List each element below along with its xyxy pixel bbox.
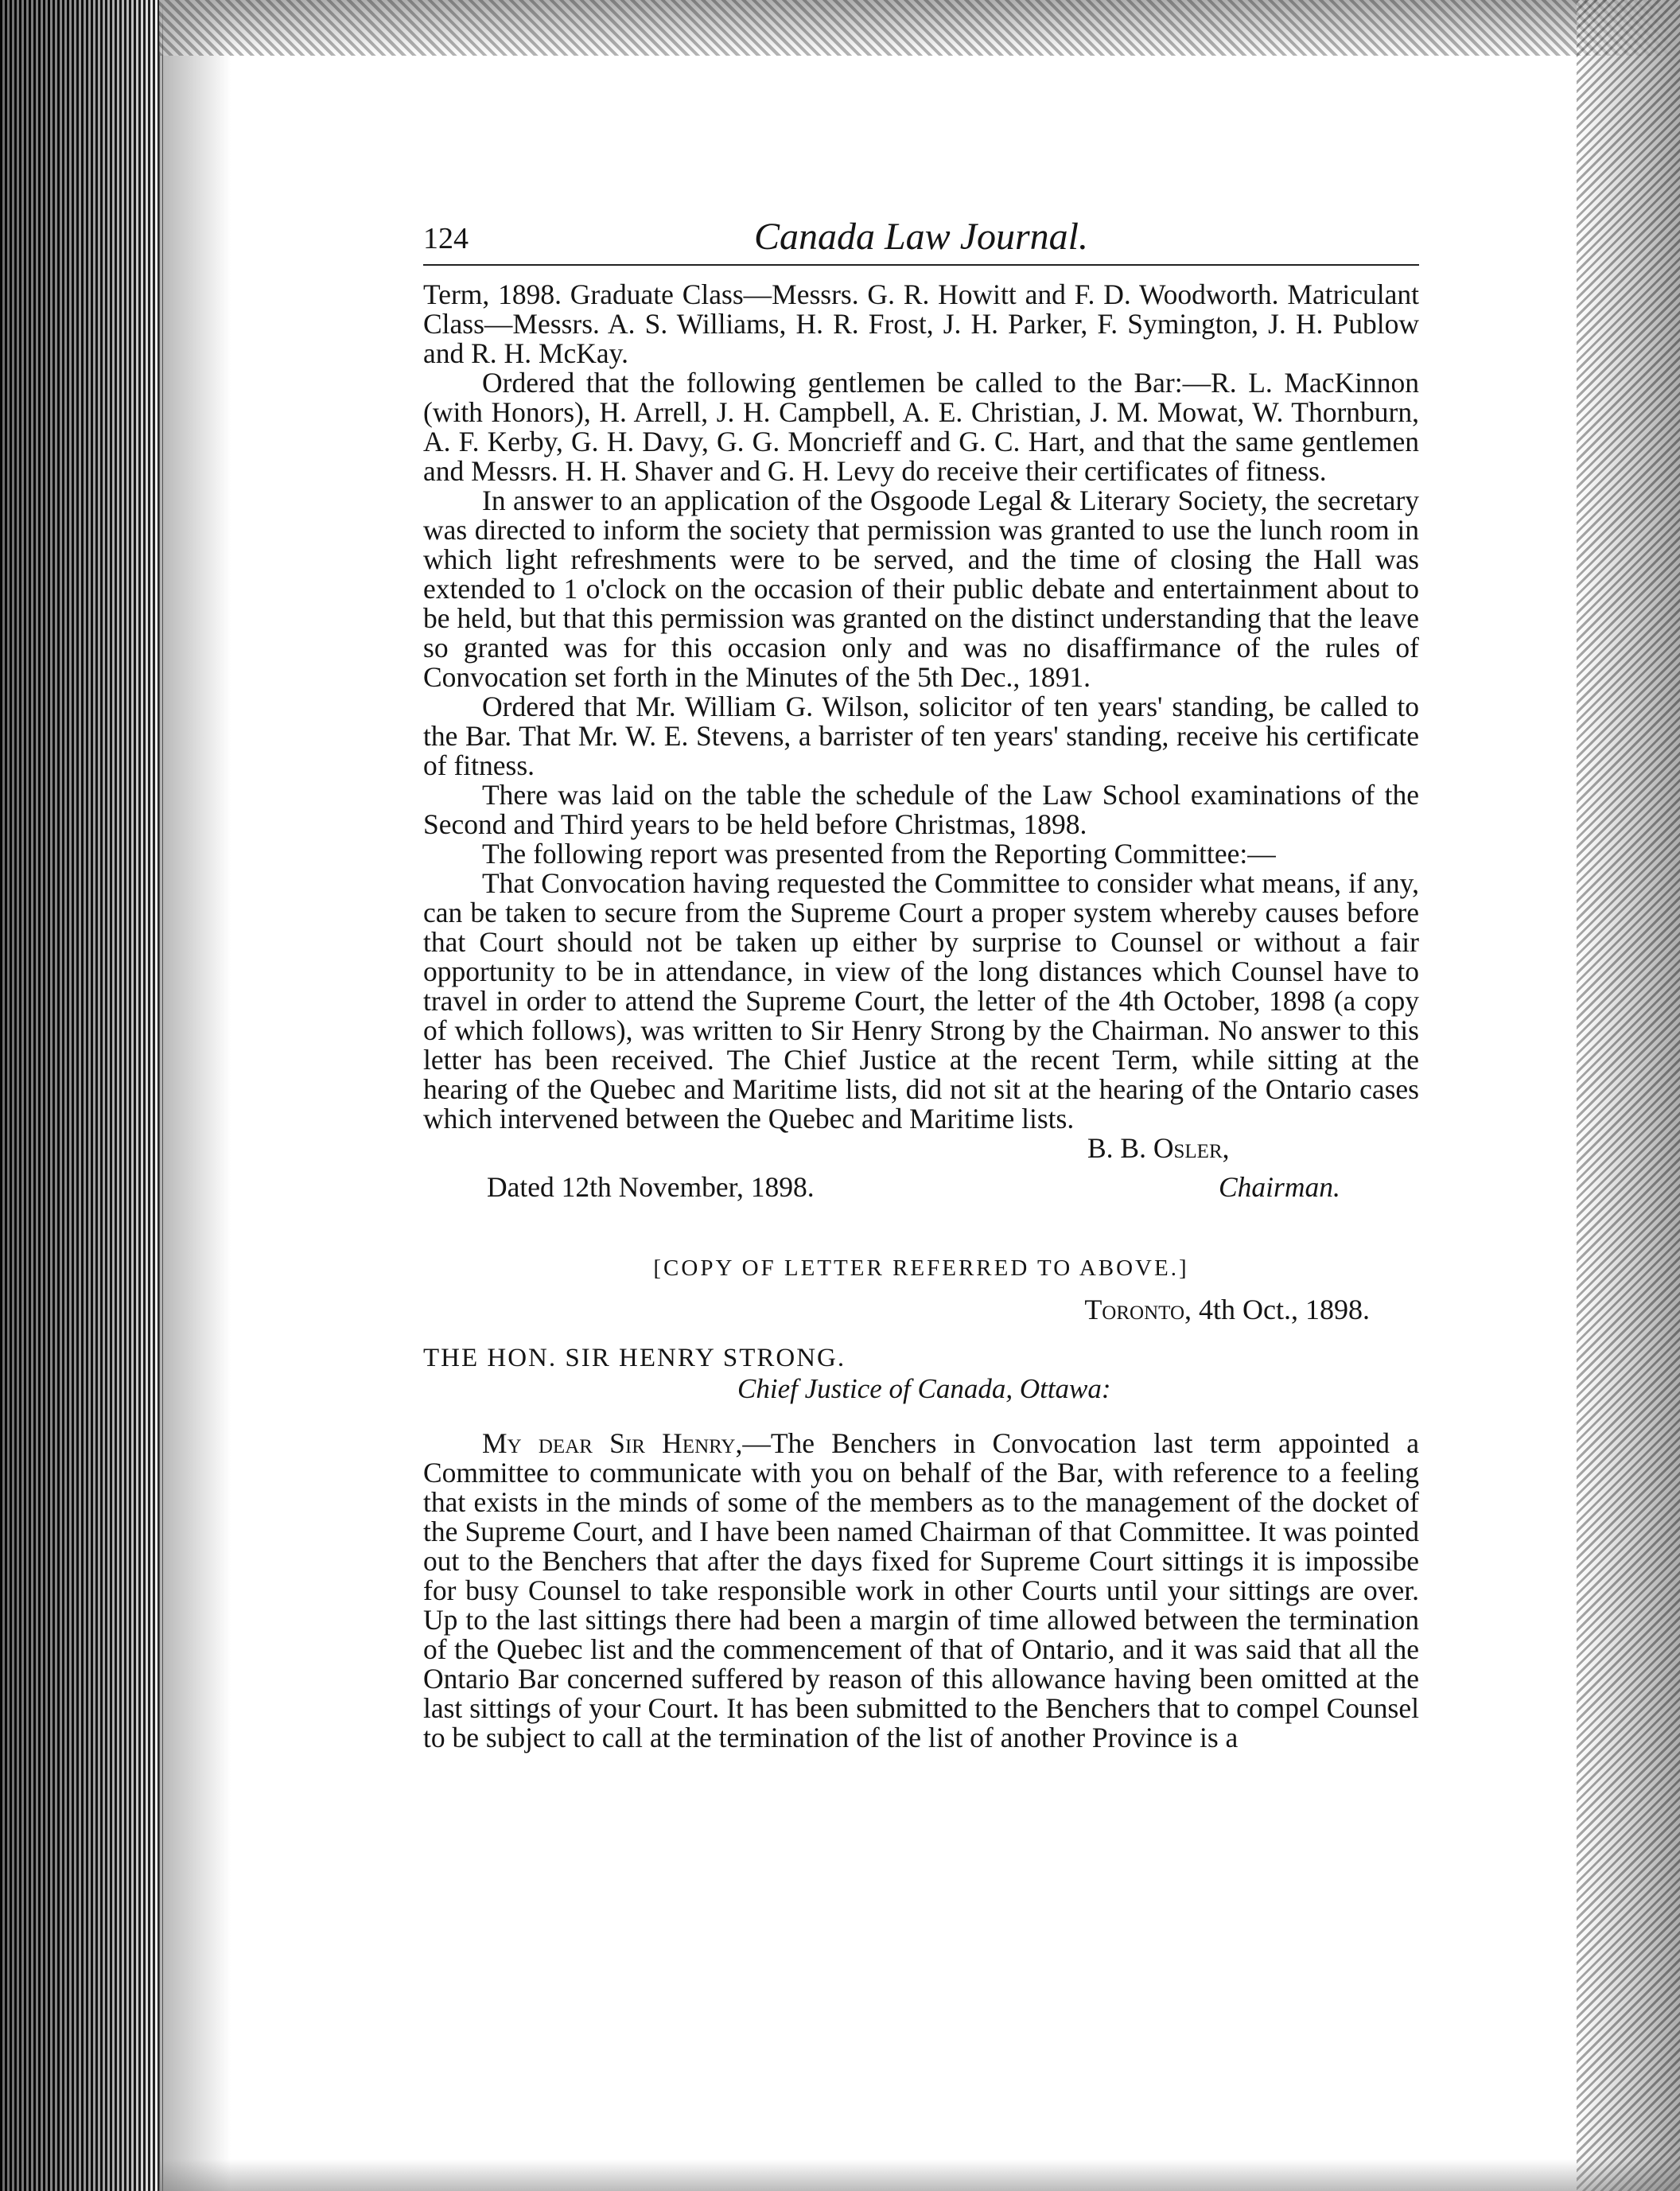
scan-top-edge bbox=[159, 0, 1680, 56]
journal-title: Canada Law Journal. bbox=[753, 216, 1089, 258]
paragraph-term-classes: Term, 1898. Graduate Class—Messrs. G. R. Howitt and F. D. Woodworth. Matriculant Class—Messrs. A. S. Williams, H. R. Frost, J. H. Parker, F. Symington, J. H. Publow and R. H. McKay. bbox=[423, 278, 1419, 369]
letter-place: Toronto, bbox=[1084, 1294, 1192, 1325]
letter-place-date bbox=[423, 1293, 1419, 1326]
letter-date: 4th Oct., 1898. bbox=[1199, 1294, 1370, 1325]
letter-addressee: THE HON. SIR HENRY STRONG. bbox=[423, 1344, 846, 1372]
report-date: Dated 12th November, 1898. bbox=[487, 1171, 815, 1203]
scan-binding-shadow bbox=[0, 0, 163, 2191]
minutes-text bbox=[423, 280, 1419, 1208]
letter-paragraph bbox=[423, 1429, 1419, 1753]
copy-heading: [COPY OF LETTER REFERRED TO ABOVE.] bbox=[653, 1255, 1189, 1281]
paragraph-osgoode-society: In answer to an application of the Osgoode Legal & Literary Society, the secretary was directed to inform the society that permission was granted to use the lunch room in which light refreshments were to be served, and the time of closing the Hall was extended to 1 o'clock on the occasion of their public debate and entertainment about to be held, but that this permission was granted on the distinct understanding that the leave so granted was for this occasion only and was no disaffirmance of the rules of Convocation set forth in the Minutes of the 5th Dec., 1891. bbox=[423, 485, 1419, 693]
book-page bbox=[423, 215, 1419, 1753]
scan-bottom-edge bbox=[159, 2159, 1680, 2191]
letter-body bbox=[423, 1429, 1419, 1753]
letter-addressee-title: Chief Justice of Canada, Ottawa: bbox=[737, 1373, 1111, 1404]
letter-salutation: My dear Sir Henry, bbox=[482, 1427, 743, 1459]
letter-text: —The Benchers in Convocation last term appointed a Committee to communicate with you on behalf of the Bar, with reference to a feeling that exists in the minds of some of the members as to the management of the docket of the Supreme Court, and I have been named Chairman of that Committee. It was pointed out to the Benchers that after the days fixed for Supreme Court sittings it is impossibe for busy Counsel to take responsible work in other Courts until your sittings are over. Up to the last sittings there had been a margin of time allowed between the termination of the Quebec list and the commencement of that of Ontario, and it was said that all the Ontario Bar concerned suffered by reason of this allowance having been omitted at the last sittings of your Court. It has been submitted to the Benchers that to compel Counsel to be subject to call at the termination of the list of another Province is a bbox=[423, 1427, 1420, 1753]
paragraph-report-body: That Convocation having requested the Committee to consider what means, if any, can be taken to secure from the Supreme Court a proper system whereby causes before that Court should not be taken up either by surprise to Counsel or without a fair opportunity to be in attendance, in view of the long distances which Counsel have to travel in order to attend the Supreme Court, the letter of the 4th October, 1898 (a copy of which follows), was written to Sir Henry Strong by the Chairman. No answer to this letter has been received. The Chief Justice at the recent Term, while sitting at the hearing of the Quebec and Maritime lists, did not sit at the hearing of the Ontario cases which intervened between the Quebec and Maritime lists. bbox=[423, 867, 1419, 1134]
scan-binding-fade bbox=[159, 0, 231, 2191]
scan-right-edge bbox=[1577, 0, 1680, 2191]
paragraph-called-to-bar: Ordered that the following gentlemen be called to the Bar:—R. L. MacKinnon (with Honors), H. Arrell, J. H. Campbell, A. E. Christian, J. M. Mowat, W. Thornburn, A. F. Kerby, G. H. Davy, G. G. Moncrieff and G. C. Hart, and that the same gentlemen and Messrs. H. H. Shaver and G. H. Levy do receive their certificates of fitness. bbox=[423, 367, 1419, 487]
paragraph-wilson-stevens: Ordered that Mr. William G. Wilson, solicitor of ten years' standing, be called to the Bar. That Mr. W. E. Stevens, a barrister of ten years' standing, receive his certificate of fitness. bbox=[423, 691, 1419, 781]
page-number: 124 bbox=[423, 222, 469, 255]
paragraph-law-school-schedule: There was laid on the table the schedule of the Law School examinations of the Second and Third years to be held before Christmas, 1898. bbox=[423, 779, 1419, 840]
dated-line bbox=[423, 1169, 1419, 1208]
paragraph-report-intro: The following report was presented from the Reporting Committee:— bbox=[482, 838, 1276, 870]
signature-line bbox=[423, 1134, 1419, 1163]
signatory-title: Chairman. bbox=[1219, 1171, 1340, 1203]
running-head bbox=[423, 215, 1419, 266]
signatory-name: B. B. Osler, bbox=[1087, 1132, 1230, 1164]
